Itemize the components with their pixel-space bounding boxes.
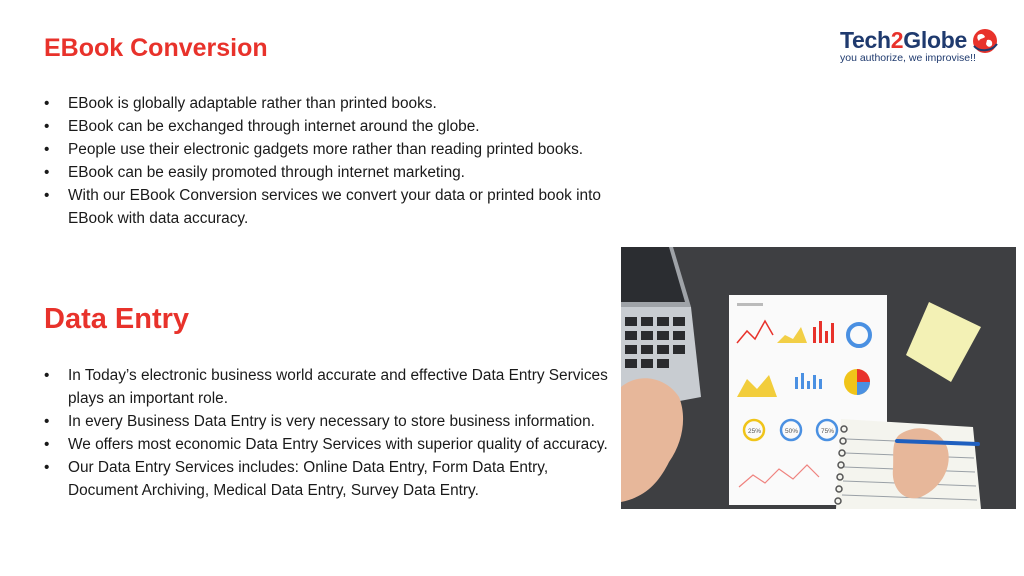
list-item: • With our EBook Conversion services we convert your data or printed book into EBook with data accuracy. [44,184,644,230]
logo-tagline: you authorize, we improvise!! [840,52,976,64]
desk-analytics-photo [621,247,1016,509]
list-item: • EBook can be exchanged through internet around the globe. [44,115,644,138]
list-item: • EBook is globally adaptable rather than printed books. [44,92,644,115]
logo-text-globe: Globe [903,27,967,53]
gauge-label: 50% [785,428,799,435]
gauge-label: 25% [748,428,762,435]
list-item: • In every Business Data Entry is very necessary to store business information. [44,410,614,433]
ebook-heading: EBook Conversion [44,34,268,62]
data-entry-heading: Data Entry [44,303,190,335]
logo-wordmark [840,28,967,52]
gauge-label: 75% [821,428,835,435]
list-item: • People use their electronic gadgets more rather than reading printed books. [44,138,644,161]
ebook-bullet-list [44,92,644,230]
data-entry-bullet-list [44,364,614,502]
logo-text-tech: Tech [840,27,891,53]
logo-text-2: 2 [890,27,904,53]
list-item: • In Today’s electronic business world accurate and effective Data Entry Services plays an important role. [44,364,614,410]
list-item: • EBook can be easily promoted through internet marketing. [44,161,644,184]
pie-chart-image [844,369,870,395]
list-item: • Our Data Entry Services includes: Online Data Entry, Form Data Entry, Document Archiving, Medical Data Entry, Survey Data Entry. [44,456,614,502]
tech2globe-logo[interactable] [838,26,1002,68]
list-item: • We offers most economic Data Entry Services with superior quality of accuracy. [44,433,614,456]
